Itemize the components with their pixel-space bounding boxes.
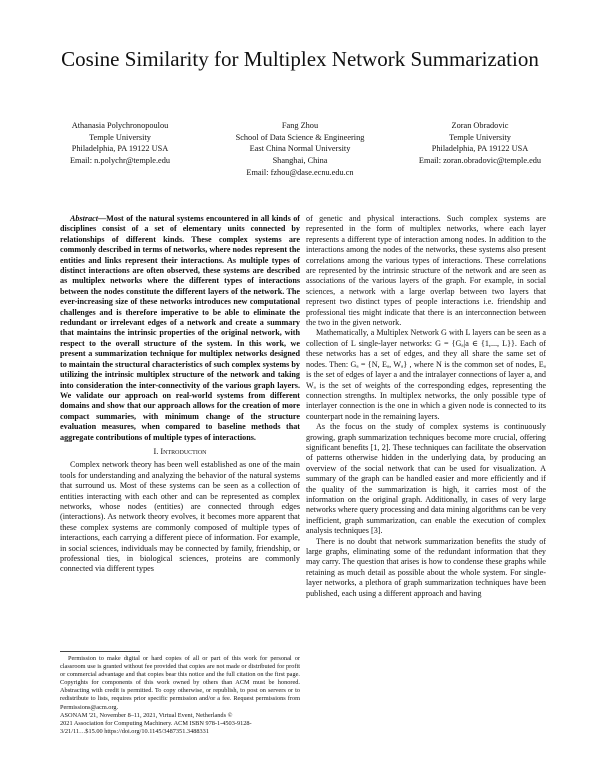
- author-address: Shanghai, China: [272, 155, 328, 165]
- author-affiliation: Temple University: [449, 132, 511, 142]
- author-affiliation: School of Data Science & Engineering: [235, 132, 365, 142]
- paragraph: As the focus on the study of complex systems is continuously growing, graph summarization techniques become more crucial, offering significant benefits [1, 2]. These techniques can facilitate the observation of patterns otherwise hidden in the underlying data, by producing an overview of the social network that can be used for visualization. A summary of the graph can be handled easier and more efficiently and if the quality of the summarization is high, it carries most of the information on the original graph. Additionally, in cases of very large networks where query processing and data mining algorithms can be very inefficient, graph summarization, can enable the execution of complex analysis techniques [3].: [306, 422, 546, 536]
- author-address: Philadelphia, PA 19122 USA: [71, 144, 169, 153]
- acm-line: 2021 Association for Computing Machinery. ACM ISBN 978-1-4503-9128-: [60, 719, 252, 727]
- permission-text: Permission to make digital or hard copies of all or part of this work for personal or classroom use is granted without fee provided that copies are not made or distributed for profit or commercial advantage and that copies bear this notice and the full citation on the first page. Copyrights for components of this work owned by others than ACM must be honored. Abstracting with credit is permitted. To copy otherwise, or republish, to post on servers or to redistribute to lists, requires prior specific permission and/or a fee. Request permissions from Permissions@acm.org.: [60, 655, 300, 711]
- author-institution: East China Normal University: [249, 144, 351, 153]
- paragraph: Mathematically, a Multiplex Network G with L layers can be seen as a collection of L single-layer networks: G = {Gₐ|a ∈ {1,..., L}}. Each of these networks has a set of edges, and they all share the same set of nodes. Then: Gₐ = {N, Eₐ, Wₐ} , where N is the common set of nodes, Eₐ is the set of edges of layer a and the intralayer connections of layer a, and Wₐ is the set of weights of the corresponding edges, representing the connection strengths. In multiplex networks, the only possible type of interlayer connection is the one in which a given node is connected to its counterpart node in the remaining layers.: [306, 328, 546, 421]
- author-email: Email: n.polychr@temple.edu: [69, 155, 171, 165]
- author-2: [210, 120, 390, 166]
- abstract: [60, 214, 300, 443]
- abstract-text: —Most of the natural systems encountered in all kinds of disciplines consist of a set of elementary units connected by relationships of different kinds. These complex systems are commonly described in terms of networks, where nodes represent the entities and links represent their interactions. As multiple types of distinct interactions are often observed, these systems are described as multiplex networks where the different types of interactions between the nodes constitute the different layers of the network. The ever-increasing size of these networks introduces new computational challenges and is therefore imperative to be able to eliminate the redundant or irrelevant edges of a network and create a summary that maintains the intrinsic properties of the original network, with respect to the overall structure of the system. In this work, we present a summarization technique for multiplex networks designed to maintain the structural characteristics of such complex systems by utilizing the intrinsic multiplex structure of the network and taking into consideration the inter-connectivity of the various graph layers. We validate our approach on real-world systems from different domains and show that our approach allows for the creation of more compact summaries, with minimum change of the structure evaluation measures, when compared to baseline methods that aggregate contributions of multiple types of interactions.: [60, 214, 300, 442]
- section-heading: I. Introduction: [153, 446, 207, 456]
- footnote-rule: [60, 651, 140, 652]
- conference-line: ASONAM '21, November 8–11, 2021, Virtual Event, Netherlands ©: [60, 711, 233, 719]
- author-address: Philadelphia, PA 19122 USA: [431, 144, 529, 153]
- author-name: Athanasia Polychronopoulou: [71, 121, 169, 130]
- author-email: Email: fzhou@dase.ecnu.edu.cn: [246, 168, 354, 177]
- paragraph: Complex network theory has been well established as one of the main tools for understanding and analyzing the behavior of the natural systems that surround us. Most of these systems can be seen as a collection of entities interacting with each other and can be represented as complex networks, whose nodes (entities) are connected through edges (interactions). As network theory evolves, it becomes more apparent that these complex systems are commonly composed of multiple types of interactions, each carrying a different piece of information. For example, in social sciences, individuals may be connected by family, friendship, or professional ties, in biological sciences, proteins are commonly connected via different types: [60, 460, 300, 574]
- author-3: [405, 120, 555, 166]
- copyright-notice: [60, 655, 300, 736]
- right-column: [306, 214, 546, 599]
- author-email: Email: zoran.obradovic@temple.edu: [418, 155, 542, 165]
- author-name: Zoran Obradovic: [451, 121, 509, 130]
- paper-title: Cosine Similarity for Multiplex Network Summarization: [61, 47, 539, 71]
- left-column: [60, 214, 300, 575]
- author-affiliation: Temple University: [89, 132, 151, 142]
- author-name: Fang Zhou: [281, 121, 319, 130]
- paragraph: of genetic and physical interactions. Such complex systems are represented in the form of multiplex networks, where each layer represents a different type of interaction among nodes. In addition to the interactions among the nodes of the networks, these systems also present correlations among the various types of interactions. These correlations are represented by the intrinsic structure of the network and are seen as associations of the various layers of the graph. For example, in social sciences, a network with a large overlap between two layers that represent two distinct types of people interactions i.e. friendship and professional ties might indicate that there is an interconnection between the two in the given network.: [306, 214, 546, 328]
- author-1: [45, 120, 195, 166]
- doi-line: 3/21/11…$15.00 https://doi.org/10.1145/3487351.3488331: [60, 727, 209, 735]
- paragraph: There is no doubt that network summarization benefits the study of large graphs, eliminating some of the redundant information that they may carry. The question that arises is how to condense these graphs while retaining as much detail as possible about the whole system. For single-layer networks, a plethora of graph summarization techniques have been published, each using a different approach and having: [306, 536, 546, 598]
- abstract-label: Abstract: [70, 214, 98, 223]
